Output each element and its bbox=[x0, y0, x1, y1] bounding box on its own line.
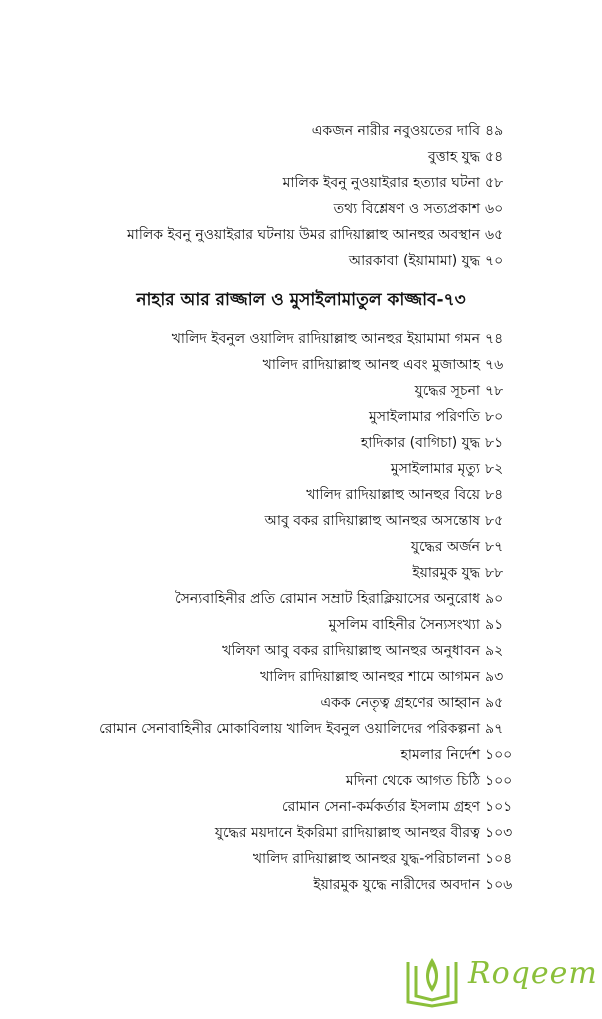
toc-entry-title: মুসাইলামার পরিণতি bbox=[368, 409, 480, 425]
toc-entry bbox=[0, 248, 602, 274]
toc-entry-title: বুত্তাহ যুদ্ধ bbox=[427, 149, 480, 165]
toc-entry-page: ১০৬ bbox=[485, 877, 513, 893]
toc-entry-title: আরকাবা (ইয়ামামা) যুদ্ধ bbox=[348, 253, 480, 269]
toc-entry bbox=[0, 508, 602, 534]
toc-entry-title: রোমান সেনা-কর্মকর্তার ইসলাম গ্রহণ bbox=[281, 799, 480, 815]
toc-entry-title: খালিদ রাদিয়াল্লাহু আনহুর শামে আগমন bbox=[260, 669, 480, 685]
toc-entry-page: ৮৭ bbox=[485, 539, 504, 555]
book-logo-icon bbox=[402, 952, 462, 1008]
toc-entry bbox=[0, 534, 602, 560]
toc-entry-page: ৯২ bbox=[485, 643, 504, 659]
toc-entry bbox=[0, 430, 602, 456]
toc-entry bbox=[0, 846, 602, 872]
toc-entry bbox=[0, 326, 602, 352]
toc-entry bbox=[0, 352, 602, 378]
toc-entry bbox=[0, 560, 602, 586]
toc-entry bbox=[0, 768, 602, 794]
toc-entry-page: ১০৩ bbox=[485, 825, 513, 841]
toc-entry-page: ৮৪ bbox=[485, 487, 504, 503]
toc-entry-page: ৫৪ bbox=[485, 149, 504, 165]
toc-entry-title: যুদ্ধের ময়দানে ইকরিমা রাদিয়াল্লাহু আনহুর বীরত্ব bbox=[214, 825, 480, 841]
toc-entry-title: হাদিকার (বাগিচা) যুদ্ধ bbox=[360, 435, 480, 451]
toc-entry-page: ৪৯ bbox=[485, 123, 504, 139]
toc-entry-page: ৮২ bbox=[485, 461, 504, 477]
toc-entry-page: ৭৪ bbox=[485, 331, 504, 347]
toc-entry bbox=[0, 586, 602, 612]
toc-entry-title: খলিফা আবু বকর রাদিয়াল্লাহু আনহুর অনুধাবন bbox=[222, 643, 480, 659]
toc-entry bbox=[0, 872, 602, 898]
toc-entry bbox=[0, 638, 602, 664]
toc-entry-title: সৈন্যবাহিনীর প্রতি রোমান সম্রাট হিরাক্লিয়াসের অনুরোধ bbox=[174, 591, 480, 607]
toc-entry-page: ৯৩ bbox=[485, 669, 504, 685]
logo-text: Roqeem bbox=[468, 956, 598, 991]
toc-entry-page: ৮৮ bbox=[485, 565, 504, 581]
toc-entry-title: একজন নারীর নবুওয়তের দাবি bbox=[311, 123, 480, 139]
section-heading: নাহার আর রাজ্জাল ও মুসাইলামাতুল কাজ্জাব-৭৩ bbox=[136, 290, 466, 310]
toc-entry bbox=[0, 664, 602, 690]
toc-entry-title: মালিক ইবনু নুওয়াইরার হত্যার ঘটনা bbox=[282, 175, 480, 191]
toc-entry-page: ৮০ bbox=[485, 409, 504, 425]
toc-entry-title: তথ্য বিশ্লেষণ ও সত্যপ্রকাশ bbox=[333, 201, 480, 217]
toc-entry bbox=[0, 378, 602, 404]
toc-entry bbox=[0, 612, 602, 638]
toc-entry-title: মালিক ইবনু নুওয়াইরার ঘটনায় উমর রাদিয়াল্লাহু আনহুর অবস্থান bbox=[127, 227, 480, 243]
roqeem-logo bbox=[402, 948, 598, 1010]
toc-entry bbox=[0, 820, 602, 846]
toc-entry-title: ইয়ারমুক যুদ্ধ bbox=[412, 565, 480, 581]
toc-entry-title: যুদ্ধের অর্জন bbox=[410, 539, 480, 555]
toc-entry-page: ৬০ bbox=[485, 201, 504, 217]
toc-entry bbox=[0, 716, 602, 742]
toc-entry-page: ৯৫ bbox=[485, 695, 504, 711]
toc-entry-page: ১০৪ bbox=[485, 851, 513, 867]
toc-entry bbox=[0, 196, 602, 222]
toc-entry bbox=[0, 690, 602, 716]
toc-entry-title: খালিদ রাদিয়াল্লাহু আনহুর যুদ্ধ-পরিচালনা bbox=[252, 851, 480, 867]
toc-entry-title: খালিদ রাদিয়াল্লাহু আনহু এবং মুজাআহ bbox=[262, 357, 480, 373]
toc-entry-title: আবু বকর রাদিয়াল্লাহু আনহুর অসন্তোষ bbox=[264, 513, 480, 529]
toc-entry-title: রোমান সেনাবাহিনীর মোকাবিলায় খালিদ ইবনুল ওয়ালিদের পরিকল্পনা bbox=[99, 721, 480, 737]
toc-entry-page: ৭০ bbox=[485, 253, 504, 269]
toc-entry-page: ৯০ bbox=[485, 591, 504, 607]
toc-entry-title: হামলার নির্দেশ bbox=[400, 747, 480, 763]
toc-entry bbox=[0, 222, 602, 248]
toc-entry bbox=[0, 482, 602, 508]
toc-entry-page: ৯১ bbox=[485, 617, 504, 633]
toc-entry-page: ৯৭ bbox=[485, 721, 504, 737]
toc-entry-page: ১০০ bbox=[485, 747, 513, 763]
toc-entry bbox=[0, 456, 602, 482]
toc-entry-page: ৫৮ bbox=[485, 175, 504, 191]
toc-entry-page: ৬৫ bbox=[485, 227, 504, 243]
toc-entry-page: ৮১ bbox=[485, 435, 504, 451]
toc-entry-page: ৭৬ bbox=[485, 357, 504, 373]
toc-entry-page: ৭৮ bbox=[485, 383, 504, 399]
toc-entry-title: যুদ্ধের সূচনা bbox=[414, 383, 480, 399]
toc-entry-page: ১০১ bbox=[485, 799, 513, 815]
toc-entry bbox=[0, 118, 602, 144]
toc-entry bbox=[0, 404, 602, 430]
toc-entry-title: মদিনা থেকে আগত চিঠি bbox=[345, 773, 480, 789]
toc-entry-title: মুসলিম বাহিনীর সৈন্যসংখ্যা bbox=[328, 617, 480, 633]
toc-entry-page: ১০০ bbox=[485, 773, 513, 789]
toc-entry-title: খালিদ রাদিয়াল্লাহু আনহুর বিয়ে bbox=[306, 487, 480, 503]
toc-entry-title: মুসাইলামার মৃত্যু bbox=[390, 461, 480, 477]
toc-entry bbox=[0, 170, 602, 196]
toc-entry-title: খালিদ ইবনুল ওয়ালিদ রাদিয়াল্লাহু আনহুর ইয়ামামা গমন bbox=[171, 331, 480, 347]
toc-entry-page: ৮৫ bbox=[485, 513, 504, 529]
toc-entry bbox=[0, 742, 602, 768]
toc-entry-title: একক নেতৃত্ব গ্রহণের আহ্বান bbox=[320, 695, 480, 711]
toc-entry bbox=[0, 794, 602, 820]
toc-entry-title: ইয়ারমুক যুদ্ধে নারীদের অবদান bbox=[313, 877, 480, 893]
toc-entry bbox=[0, 144, 602, 170]
